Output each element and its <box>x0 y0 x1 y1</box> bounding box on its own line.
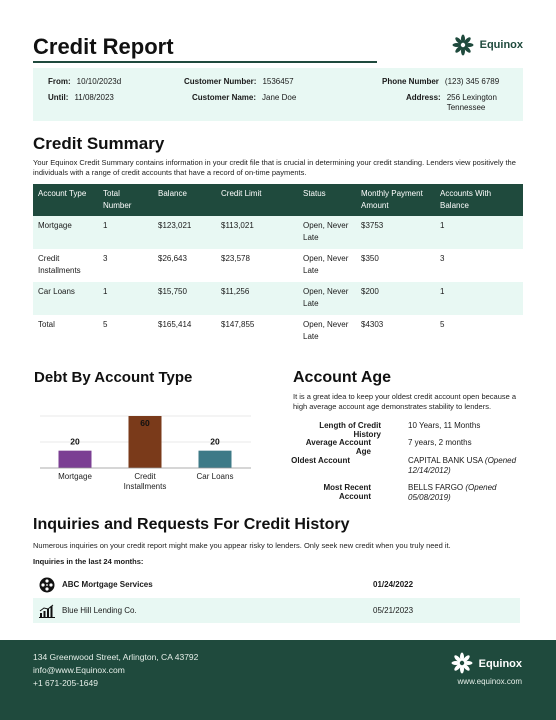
chart-data-label: 60 <box>140 418 150 428</box>
table-cell: $123,021 <box>153 216 216 249</box>
account-opened-note: (Opened 05/08/2019) <box>408 483 497 502</box>
chart-data-label: 20 <box>70 436 80 447</box>
table-header-row <box>33 184 523 216</box>
footer-email[interactable]: info@www.Equinox.com <box>33 665 125 675</box>
table-cell: Open, Never Late <box>298 216 356 249</box>
inquiry-name: Blue Hill Lending Co. <box>62 606 137 615</box>
age-item-label: Most Recent Account <box>323 483 371 501</box>
bar-chart-icon <box>33 604 61 618</box>
address-label: Address: <box>406 93 441 102</box>
credit-summary-description: Your Equinox Credit Summary contains information in your credit file that is crucial in determining your credit standing. Lenders view positively the individuals with a range of credit accounts that have a record of on-time payments. <box>33 158 516 177</box>
table-cell: Open, Never Late <box>303 320 349 341</box>
phone-label: Phone Number <box>382 77 439 86</box>
table-cell: 1 <box>435 282 523 315</box>
table-cell: $3753 <box>356 216 435 249</box>
from-value: 10/10/2023d <box>76 77 122 86</box>
age-item-value <box>408 456 520 476</box>
chart-category-label: Car Loans <box>196 472 234 481</box>
table-cell: $26,643 <box>158 254 187 263</box>
age-item-label: Average Account Age <box>305 438 371 456</box>
account-name: BELLS FARGO <box>408 483 466 492</box>
table-cell: Total <box>38 320 55 329</box>
table-cell: $11,256 <box>216 282 298 315</box>
footer-url[interactable]: www.equinox.com <box>457 677 522 686</box>
title-divider <box>33 61 377 63</box>
age-item-label: Oldest Account <box>291 456 350 465</box>
credit-summary-table <box>33 184 523 348</box>
chart-bar <box>199 451 232 468</box>
table-row <box>33 216 523 249</box>
chart-bar <box>59 451 92 468</box>
customer-number-value: 1536457 <box>262 77 294 86</box>
page-title: Credit Report <box>33 34 174 59</box>
column-header: Status <box>298 184 356 216</box>
table-cell: 5 <box>440 320 445 329</box>
table-cell: 3 <box>103 254 108 263</box>
customer-name-value: Jane Doe <box>262 93 297 102</box>
inquiry-row <box>33 572 520 597</box>
footer-brand <box>451 652 522 676</box>
report-header <box>33 30 523 64</box>
customer-number-label: Customer Number: <box>184 77 257 86</box>
inquiry-date: 05/21/2023 <box>373 606 414 615</box>
credit-summary-heading: Credit Summary <box>33 134 165 153</box>
address-value <box>447 93 497 113</box>
table-cell: $113,021 <box>216 216 298 249</box>
table-cell: $4303 <box>361 320 384 329</box>
chart-data-label: 20 <box>210 436 220 447</box>
footer-brand-name: Equinox <box>478 658 522 670</box>
table-cell: 1 <box>98 216 153 249</box>
footer-phone: +1 671-205-1649 <box>33 678 98 688</box>
column-header: Accounts With Balance <box>435 184 523 216</box>
customer-name-label: Customer Name: <box>192 93 257 102</box>
table-cell: $15,750 <box>153 282 216 315</box>
table-cell: Credit Installments <box>38 254 81 275</box>
table-cell: Open, Never Late <box>298 282 356 315</box>
snowflake-leaf-icon <box>452 34 474 56</box>
inquiry-row <box>33 598 520 623</box>
until-value: 11/08/2023 <box>74 93 114 102</box>
column-header: Account Type <box>33 184 98 216</box>
table-cell: 3 <box>440 254 445 263</box>
table-cell: $200 <box>356 282 435 315</box>
account-age-heading: Account Age <box>293 369 392 386</box>
customer-info-panel <box>33 68 523 121</box>
table-cell: $165,414 <box>158 320 192 329</box>
inquiry-date: 01/24/2022 <box>373 580 414 589</box>
table-cell: 1 <box>435 216 523 249</box>
inquiries-heading: Inquiries and Requests For Credit History <box>33 516 350 533</box>
table-cell: $23,578 <box>221 254 250 263</box>
until-label: Until: <box>48 93 69 102</box>
chart-category-label: Mortgage <box>58 472 92 481</box>
brand-name: Equinox <box>479 39 523 51</box>
table-row <box>33 315 523 348</box>
chart-category-label: Credit <box>134 472 156 481</box>
brand <box>452 34 523 56</box>
account-opened-note: (Opened 12/14/2012) <box>408 456 517 475</box>
column-header: Credit Limit <box>216 184 298 216</box>
age-item-value: 7 years, 2 months <box>408 438 472 447</box>
column-header: Total Number <box>98 184 153 216</box>
address-line-1: 256 Lexington <box>446 93 497 102</box>
table-cell: $350 <box>361 254 379 263</box>
table-cell: 1 <box>98 282 153 315</box>
film-reel-icon <box>33 577 61 593</box>
inquiries-description: Numerous inquiries on your credit report might make you appear risky to lenders. Only seek new credit when you truly need it. <box>33 541 451 550</box>
chart-category-label: Installments <box>123 482 167 491</box>
table-cell: 5 <box>103 320 108 329</box>
footer-address: 134 Greenwood Street, Arlington, CA 43792 <box>33 652 199 662</box>
table-cell: Mortgage <box>33 216 98 249</box>
age-item-value: 10 Years, 11 Months <box>408 421 481 430</box>
table-row <box>33 249 523 282</box>
inquiries-subheading: Inquiries in the last 24 months: <box>33 557 144 566</box>
table-cell: Open, Never Late <box>303 254 349 275</box>
age-item-value <box>408 483 520 503</box>
snowflake-leaf-icon <box>451 652 473 676</box>
age-item-label: Length of Credit History <box>319 421 381 439</box>
debt-heading: Debt By Account Type <box>34 369 193 386</box>
table-row <box>33 282 523 315</box>
address-line-2: Tennessee <box>446 103 486 112</box>
account-age-description: It is a great idea to keep your oldest credit account open because a high average account age demonstrates stability to lenders. <box>293 392 517 411</box>
footer <box>0 640 556 720</box>
table-cell: $147,855 <box>221 320 255 329</box>
inquiry-name: ABC Mortgage Services <box>62 580 153 589</box>
column-header: Monthly Payment Amount <box>356 184 435 216</box>
phone-value: (123) 345 6789 <box>444 77 500 86</box>
table-cell: Car Loans <box>33 282 98 315</box>
account-name: CAPITAL BANK USA <box>408 456 485 465</box>
column-header: Balance <box>153 184 216 216</box>
debt-bar-chart <box>33 395 273 505</box>
from-label: From: <box>48 77 71 86</box>
